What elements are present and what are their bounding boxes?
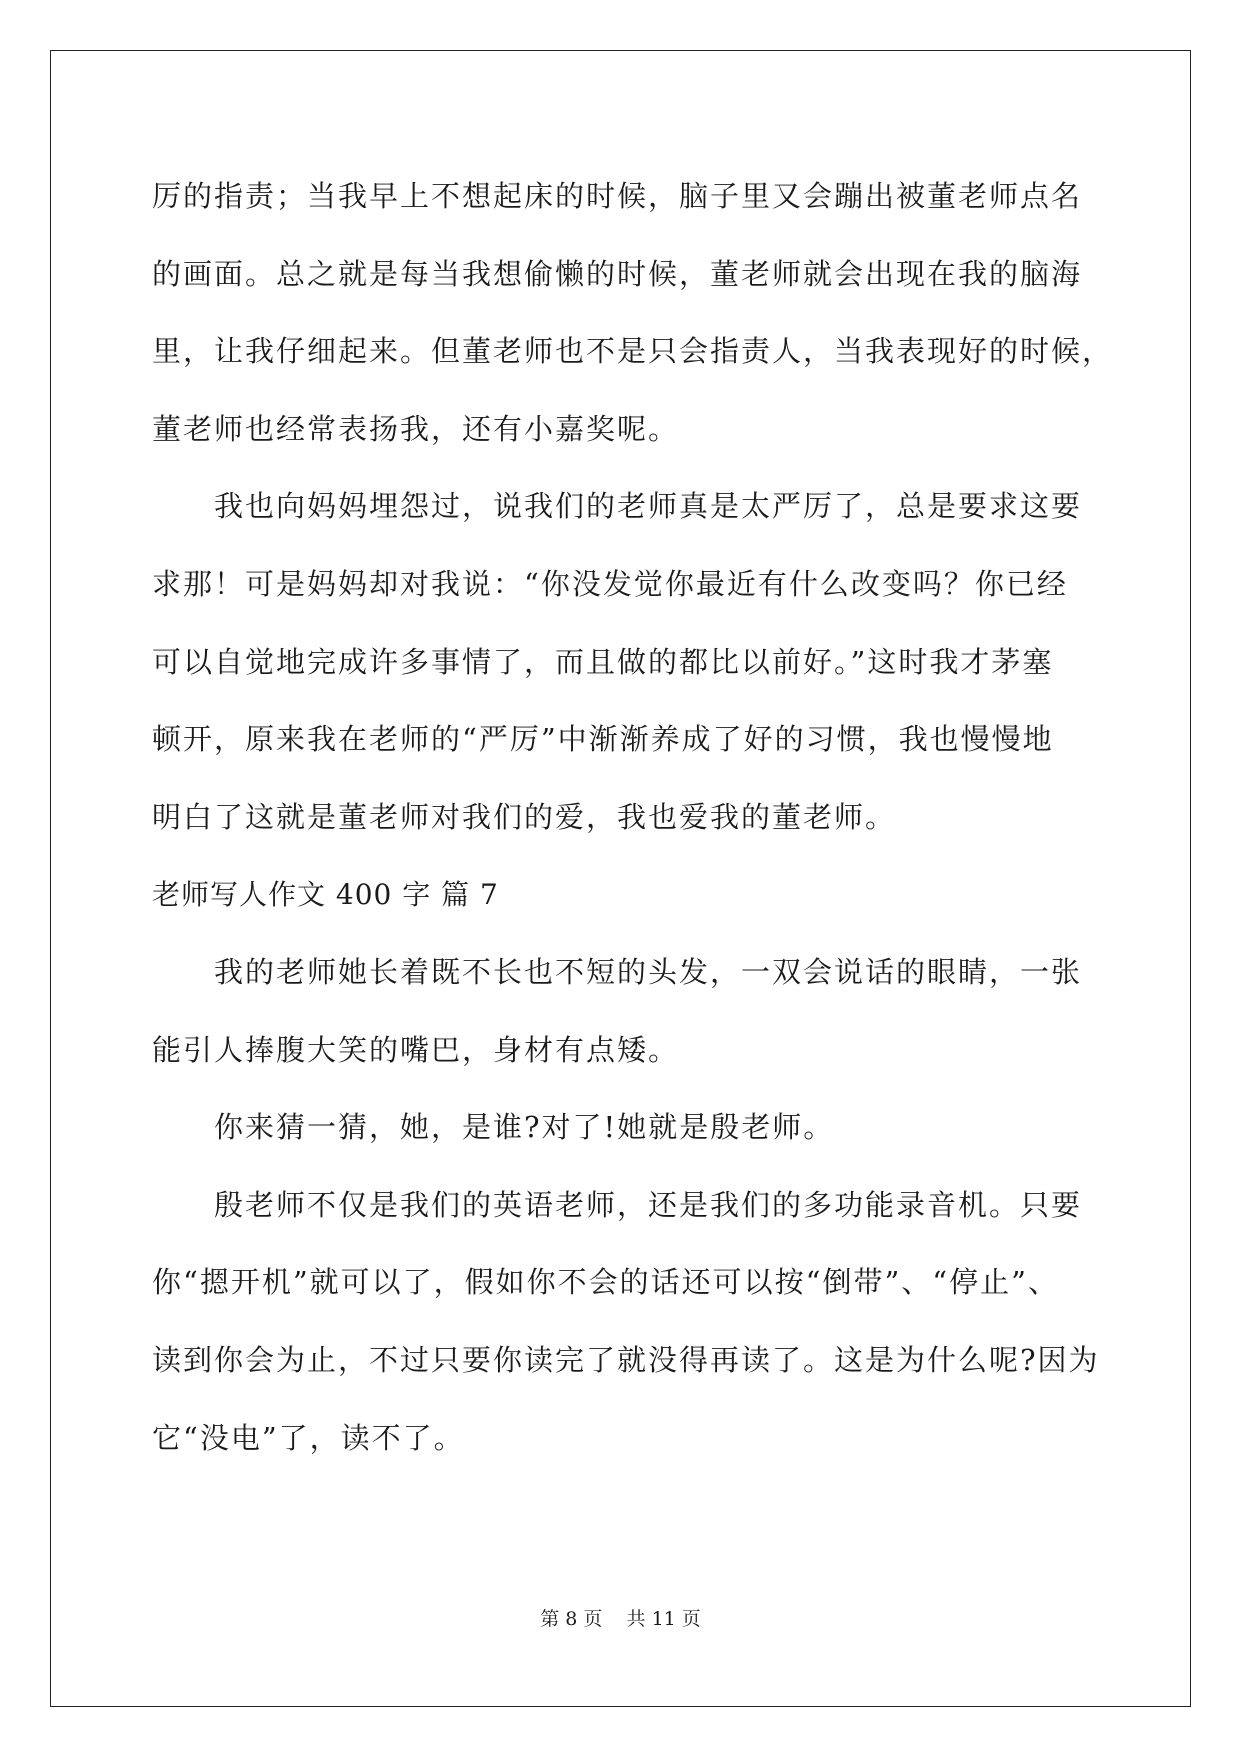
text-line: 可以自觉地完成许多事情了，而且做的都比以前好。”这时我才茅塞: [152, 644, 1054, 679]
paragraph-start-line: 殷老师不仅是我们的英语老师，还是我们的多功能录音机。只要: [214, 1187, 1083, 1222]
text-line: 董老师也经常表扬我，还有小嘉奖呢。: [152, 411, 680, 446]
text-line: 它“没电”了，读不了。: [152, 1420, 465, 1455]
text-line: 厉的指责；当我早上不想起床的时候，脑子里又会蹦出被董老师点名: [152, 179, 1083, 213]
text-line: 你“摁开机”就可以了，假如你不会的话还可以按“倒带”、“停止”、: [152, 1265, 1059, 1300]
section-heading: 老师写人作文 400 字 篇 7: [152, 878, 499, 912]
paragraph-start-line: 你来猜一猜，她，是谁?对了!她就是殷老师。: [214, 1110, 835, 1145]
text-line: 读到你会为止，不过只要你读完了就没得再读了。这是为什么呢?因为: [152, 1342, 1100, 1377]
text-line: 顿开，原来我在老师的“严厉”中渐渐养成了好的习惯，我也慢慢地: [152, 722, 1054, 757]
text-line: 里，让我仔细起来。但董老师也不是只会指责人，当我表现好的时候，: [152, 334, 1114, 369]
document-body: [152, 158, 1112, 1477]
text-line: 明白了这就是董老师对我们的爱，我也爱我的董老师。: [152, 799, 897, 834]
page-number-footer: 第 8 页 共 11 页: [540, 1608, 701, 1630]
text-line: 求那！可是妈妈却对我说：“你没发觉你最近有什么改变吗？你已经: [152, 566, 1068, 601]
paragraph-start-line: 我也向妈妈埋怨过，说我们的老师真是太严厉了，总是要求这要: [214, 489, 1083, 524]
text-line: 的画面。总之就是每当我想偷懒的时候，董老师就会出现在我的脑海: [152, 256, 1083, 291]
paragraph-start-line: 我的老师她长着既不长也不短的头发，一双会说话的眼睛，一张: [214, 954, 1083, 989]
text-line: 能引人捧腹大笑的嘴巴，身材有点矮。: [152, 1032, 680, 1067]
